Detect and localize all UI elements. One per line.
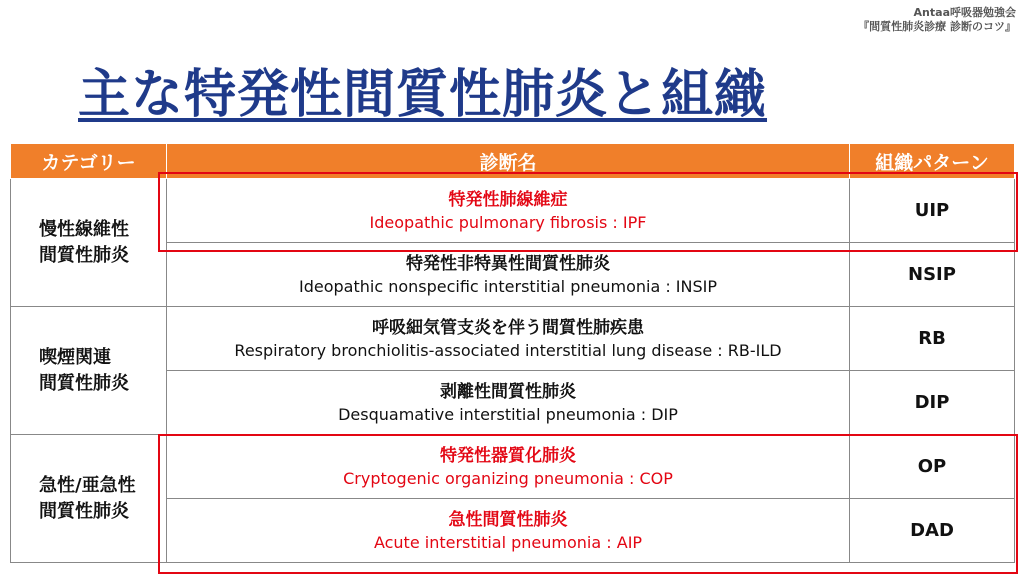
diagnosis-jp: 特発性非特異性間質性肺炎 (406, 253, 610, 274)
diagnosis-cell (167, 435, 850, 499)
diagnosis-jp: 呼吸細気管支炎を伴う間質性肺疾患 (372, 317, 644, 338)
diagnosis-cell (167, 179, 850, 243)
category-smoking-related (11, 307, 167, 435)
header-pattern: 組織パターン (850, 144, 1015, 179)
diagnosis-en: Ideopathic nonspecific interstitial pneumonia : INSIP (298, 276, 718, 296)
pattern-cell: DIP (850, 371, 1015, 435)
diagnosis-cell (167, 499, 850, 563)
table-row (11, 179, 1015, 243)
credit (858, 6, 1016, 34)
diagnosis-cell (167, 243, 850, 307)
ip-classification-table (10, 143, 1015, 563)
category-line: 間質性肺炎 (39, 500, 129, 522)
pattern-cell: DAD (850, 499, 1015, 563)
diagnosis-jp: 急性間質性肺炎 (448, 509, 568, 530)
credit-line-2: 『間質性肺炎診療 診断のコツ』 (858, 20, 1016, 33)
category-acute-subacute (11, 435, 167, 563)
diagnosis-en: Cryptogenic organizing pneumonia : COP (343, 468, 673, 488)
diagnosis-cell (167, 371, 850, 435)
slide-title: 主な特発性間質性肺炎と組織 (78, 65, 768, 125)
pattern-cell: RB (850, 307, 1015, 371)
diagnosis-jp: 特発性肺線維症 (448, 189, 568, 210)
category-line: 間質性肺炎 (39, 372, 129, 394)
table-row (11, 435, 1015, 499)
category-line: 間質性肺炎 (39, 244, 129, 266)
diagnosis-en: Ideopathic pulmonary fibrosis : IPF (369, 212, 647, 232)
header-category: カテゴリー (11, 144, 167, 179)
diagnosis-en: Acute interstitial pneumonia : AIP (373, 532, 643, 552)
diagnosis-cell (167, 307, 850, 371)
category-line: 急性/亜急性 (39, 474, 136, 496)
credit-line-1: Antaa呼吸器勉強会 (913, 6, 1016, 19)
diagnosis-en: Desquamative interstitial pneumonia : DIP (338, 404, 678, 424)
diagnosis-jp: 特発性器質化肺炎 (440, 445, 576, 466)
table-row (11, 307, 1015, 371)
pattern-cell: OP (850, 435, 1015, 499)
pattern-cell: UIP (850, 179, 1015, 243)
category-line: 喫煙関連 (39, 346, 111, 368)
category-line: 慢性線維性 (39, 218, 129, 240)
diagnosis-jp: 剥離性間質性肺炎 (440, 381, 576, 402)
diagnosis-en: Respiratory bronchiolitis-associated interstitial lung disease : RB-ILD (234, 340, 782, 360)
header-diagnosis: 診断名 (167, 144, 850, 179)
pattern-cell: NSIP (850, 243, 1015, 307)
category-chronic-fibrosing (11, 179, 167, 307)
table-header-row (11, 144, 1015, 179)
